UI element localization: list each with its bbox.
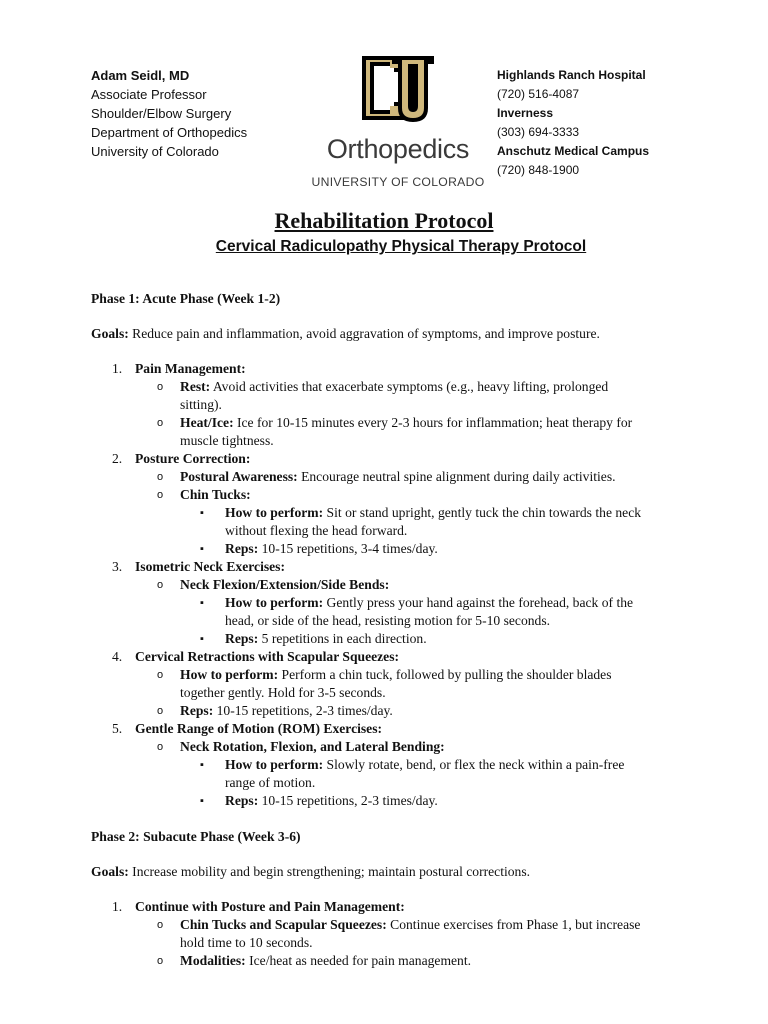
sub-item [135, 414, 711, 450]
goals-text: Increase mobility and begin strengthening; maintain postural corrections. [128, 864, 531, 879]
logo-university: UNIVERSITY OF COLORADO [311, 175, 485, 189]
sub-label: Rest: [180, 379, 211, 394]
phase-goals [91, 863, 711, 881]
sub-label: Heat/Ice: [180, 415, 234, 430]
goals-text: Reduce pain and inflammation, avoid aggravation of symptoms, and improve posture. [128, 326, 600, 341]
list-heading: Isometric Neck Exercises: [135, 559, 285, 574]
location-phone: (720) 516-4087 [497, 87, 580, 101]
subsub-label: How to perform: [225, 505, 324, 520]
subsub-text: Slowly rotate, bend, or flex the neck within a pain-free [323, 757, 625, 772]
list-heading: Posture Correction: [135, 451, 251, 466]
sub-item [135, 486, 711, 504]
location-phone: (303) 694-3333 [497, 125, 580, 139]
list-heading: Cervical Retractions with Scapular Squeezes: [135, 649, 400, 664]
sub-text: sitting). [180, 397, 222, 412]
sub-item [135, 468, 711, 486]
square-bullet-icon: ▪ [200, 759, 204, 771]
sub-item [135, 916, 711, 952]
subsub-item [135, 630, 711, 648]
subsub-label: Reps: [225, 793, 259, 808]
locations-info [497, 66, 649, 180]
list-number: 5. [112, 721, 123, 736]
cu-logo-icon [358, 50, 438, 126]
circle-bullet-icon: o [157, 579, 164, 591]
physician-university: University of Colorado [91, 144, 219, 159]
sub-text: Perform a chin tuck, followed by pulling the shoulder blades [278, 667, 612, 682]
goals-label: Goals: [91, 326, 129, 341]
square-bullet-icon: ▪ [200, 795, 204, 807]
sub-text: Ice/heat as needed for pain management. [245, 953, 472, 968]
subsub-text: 10-15 repetitions, 3-4 times/day. [258, 541, 438, 556]
subsub-item [135, 756, 711, 792]
phase-heading: Phase 2: Subacute Phase (Week 3-6) [91, 829, 301, 844]
list-heading: Gentle Range of Motion (ROM) Exercises: [135, 721, 383, 736]
physician-specialty: Shoulder/Elbow Surgery [91, 106, 232, 121]
logo-wordmark: Orthopedics [326, 134, 470, 164]
list-item [91, 898, 711, 970]
sub-text: Encourage neutral spine alignment during daily activities. [297, 469, 616, 484]
subsub-text: range of motion. [225, 775, 316, 790]
sub-text: Avoid activities that exacerbate symptoms (e.g., heavy lifting, prolonged [210, 379, 609, 394]
square-bullet-icon: ▪ [200, 507, 204, 519]
protocol-body [91, 290, 711, 970]
circle-bullet-icon: o [157, 705, 164, 717]
square-bullet-icon: ▪ [200, 597, 204, 609]
list-item [91, 450, 711, 558]
list-heading: Continue with Posture and Pain Management: [135, 899, 405, 914]
sub-label: Neck Flexion/Extension/Side Bends: [180, 577, 390, 592]
subsub-text: head, or side of the head, resisting motion for 5-10 seconds. [225, 613, 551, 628]
sub-item [135, 702, 711, 720]
subsub-label: Reps: [225, 541, 259, 556]
list-heading: Pain Management: [135, 361, 246, 376]
list-number: 1. [112, 899, 123, 914]
circle-bullet-icon: o [157, 489, 164, 501]
subsub-text: Sit or stand upright, gently tuck the chin towards the neck [323, 505, 642, 520]
sub-item [135, 666, 711, 702]
phase-section [91, 828, 711, 970]
list-item [91, 360, 711, 450]
list-number: 4. [112, 649, 123, 664]
sub-label: Neck Rotation, Flexion, and Lateral Bending: [180, 739, 445, 754]
sub-label: Modalities: [180, 953, 246, 968]
sub-text: Ice for 10-15 minutes every 2-3 hours for inflammation; heat therapy for [233, 415, 633, 430]
subsub-text: 10-15 repetitions, 2-3 times/day. [258, 793, 438, 808]
sub-label: Chin Tucks and Scapular Squeezes: [180, 917, 387, 932]
subsub-text: without flexing the head forward. [225, 523, 408, 538]
square-bullet-icon: ▪ [200, 633, 204, 645]
list-number: 2. [112, 451, 123, 466]
goals-label: Goals: [91, 864, 129, 879]
sub-label: Postural Awareness: [180, 469, 298, 484]
location-name: Anschutz Medical Campus [497, 144, 650, 158]
subsub-label: How to perform: [225, 757, 324, 772]
phase-goals [91, 325, 711, 343]
sub-item [135, 738, 711, 756]
circle-bullet-icon: o [157, 919, 164, 931]
subsub-item [135, 594, 711, 630]
sub-text: 10-15 repetitions, 2-3 times/day. [213, 703, 393, 718]
phase-heading: Phase 1: Acute Phase (Week 1-2) [91, 291, 281, 306]
sub-text: hold time to 10 seconds. [180, 935, 313, 950]
phase-section [91, 290, 711, 810]
subsub-item [135, 792, 711, 810]
circle-bullet-icon: o [157, 669, 164, 681]
physician-name: Adam Seidl, MD [91, 68, 190, 83]
square-bullet-icon: ▪ [200, 543, 204, 555]
physician-info [91, 66, 247, 161]
sub-item [135, 576, 711, 594]
subsub-text: Gently press your hand against the forehead, back of the [323, 595, 634, 610]
circle-bullet-icon: o [157, 381, 164, 393]
subsub-label: Reps: [225, 631, 259, 646]
sub-label: Reps: [180, 703, 214, 718]
physician-title: Associate Professor [91, 87, 207, 102]
subsub-text: 5 repetitions in each direction. [258, 631, 427, 646]
sub-label: How to perform: [180, 667, 279, 682]
list-item [91, 720, 711, 810]
list-number: 3. [112, 559, 123, 574]
location-phone: (720) 848-1900 [497, 163, 580, 177]
circle-bullet-icon: o [157, 741, 164, 753]
sub-text: together gently. Hold for 3-5 seconds. [180, 685, 386, 700]
document-title: Rehabilitation Protocol [274, 208, 494, 233]
sub-item [135, 378, 711, 414]
circle-bullet-icon: o [157, 955, 164, 967]
circle-bullet-icon: o [157, 471, 164, 483]
document-subtitle: Cervical Radiculopathy Physical Therapy Protocol [215, 238, 587, 255]
circle-bullet-icon: o [157, 417, 164, 429]
subsub-item [135, 504, 711, 540]
list-number: 1. [112, 361, 123, 376]
list-item [91, 558, 711, 648]
subsub-item [135, 540, 711, 558]
physician-department: Department of Orthopedics [91, 125, 248, 140]
list-item [91, 648, 711, 720]
location-name: Inverness [497, 106, 554, 120]
location-name: Highlands Ranch Hospital [497, 68, 646, 82]
sub-item [135, 952, 711, 970]
sub-label: Chin Tucks: [180, 487, 251, 502]
sub-text: muscle tightness. [180, 433, 274, 448]
sub-text: Continue exercises from Phase 1, but increase [386, 917, 641, 932]
subsub-label: How to perform: [225, 595, 324, 610]
